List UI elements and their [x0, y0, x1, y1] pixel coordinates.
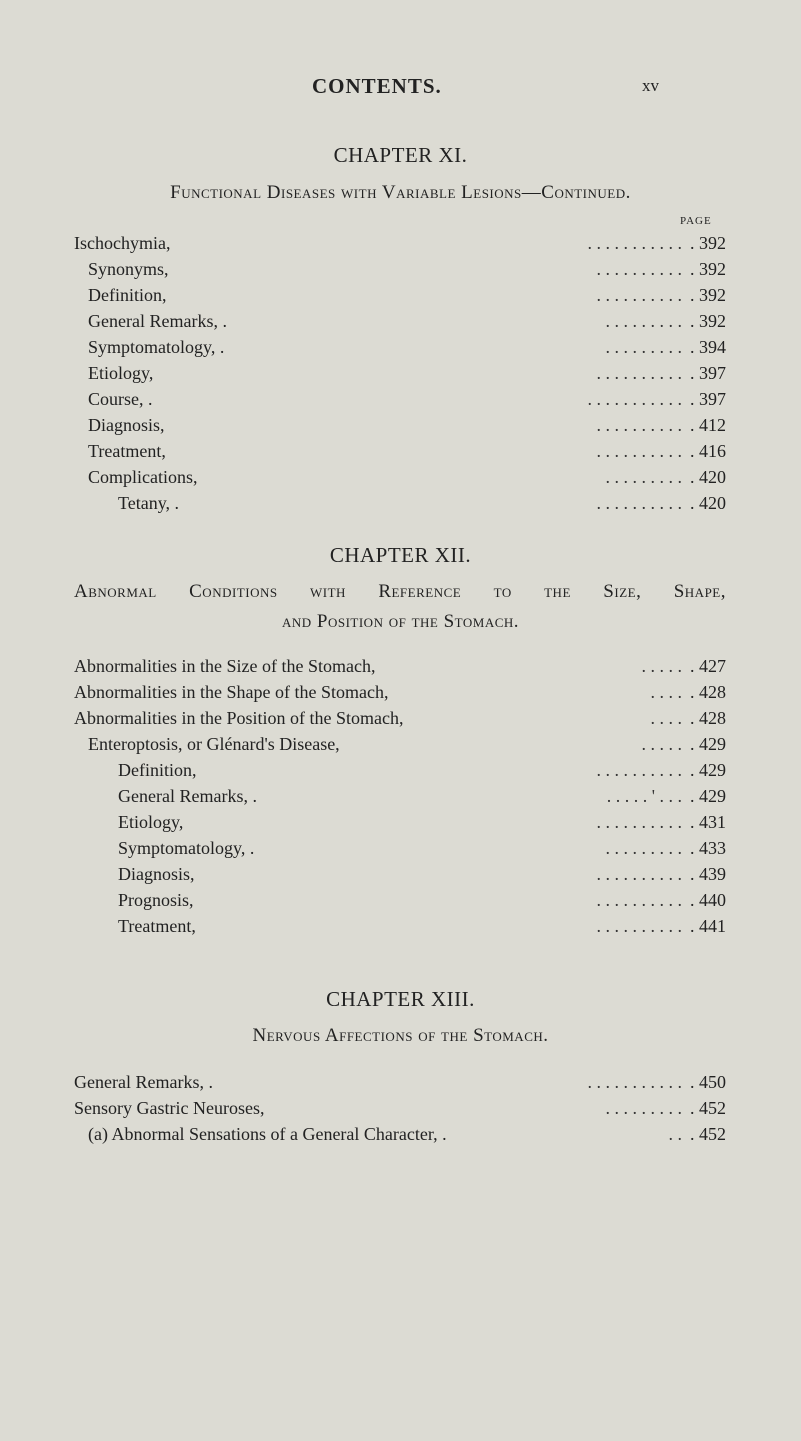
leader-dots: . . . . . . . . . . . — [587, 233, 682, 253]
leader-dots: . . . . . . . . . — [605, 337, 682, 357]
toc-entry-label: Diagnosis, — [88, 415, 165, 435]
toc-entry — [118, 887, 726, 913]
toc-entry — [88, 464, 726, 490]
toc-entry-page: . 420 — [690, 467, 726, 487]
leader-dots: . . . . . . . . . . — [596, 285, 682, 305]
toc-entry-label: Diagnosis, — [118, 864, 195, 884]
toc-entry-label: Course, . — [88, 389, 153, 409]
toc-entry-label: General Remarks, . — [88, 311, 227, 331]
leader-dots: . . — [668, 1124, 682, 1144]
leader-dots: . . . . . . . . . . . — [587, 1072, 682, 1092]
leader-dots: . . . . . . . . . . — [596, 363, 682, 383]
chapter-xiii-title: Nervous Affections of the Stomach. — [252, 1025, 549, 1046]
toc-entry — [88, 438, 726, 464]
toc-entry — [88, 412, 726, 438]
chapter-xii-heading: CHAPTER XII. — [329, 543, 472, 567]
toc-entry-page: . 452 — [690, 1124, 726, 1144]
leader-dots: . . . . . . . . . — [605, 311, 682, 331]
toc-entry-label: Abnormalities in the Shape of the Stomach, — [74, 682, 389, 702]
toc-entry-label: Etiology, — [88, 363, 154, 383]
page-number: xv — [642, 76, 659, 95]
toc-entry-page: . 412 — [690, 415, 726, 435]
leader-dots: . . . . . . . . . . . — [587, 389, 682, 409]
running-head — [0, 74, 801, 104]
toc-entry — [88, 282, 726, 308]
toc-entry-label: General Remarks, . — [74, 1072, 213, 1092]
toc-entry-page: . 428 — [690, 682, 726, 702]
leader-dots: . . . . . . . . . — [605, 467, 682, 487]
toc-entry — [118, 757, 726, 783]
leader-dots: . . . . . . . . . — [605, 838, 682, 858]
toc-entry — [88, 731, 726, 757]
toc-entry-label: Ischochymia, — [74, 233, 171, 253]
toc-entry — [74, 1095, 726, 1121]
toc-entry-page: . 428 — [690, 708, 726, 728]
chapter-xi-title: Functional Diseases with Variable Lesions—Continued. — [170, 182, 631, 203]
toc-entry-label: Enteroptosis, or Glénard's Disease, — [88, 734, 340, 754]
toc-entry — [118, 913, 726, 939]
chapter-xi-heading: CHAPTER XI. — [333, 143, 468, 167]
toc-entry — [118, 809, 726, 835]
leader-dots: . . . . . . . . . . — [596, 415, 682, 435]
chapter-xii-title-line2: and Position of the Stomach. — [281, 611, 520, 632]
leader-dots: . . . . . . . . . — [605, 1098, 682, 1118]
toc-entry-page: . 429 — [690, 760, 726, 780]
leader-dots: . . . . . — [641, 656, 682, 676]
running-head-title: CONTENTS. — [312, 74, 442, 98]
toc-entry-page: . 427 — [690, 656, 726, 676]
toc-entry — [88, 386, 726, 412]
toc-entry-page: . 450 — [690, 1072, 726, 1092]
toc-entry-label: Synonyms, — [88, 259, 169, 279]
page-column-label: PAGE — [680, 215, 712, 227]
toc-entry-label: (a) Abnormal Sensations of a General Character, . — [88, 1124, 447, 1144]
toc-entry — [74, 653, 726, 679]
leader-dots: . . . . . . . . . . — [596, 916, 682, 936]
toc-entry — [118, 861, 726, 887]
toc-entry-label: Etiology, — [118, 812, 184, 832]
leader-dots: . . . . — [650, 682, 682, 702]
toc-entry — [88, 308, 726, 334]
toc-entry — [118, 783, 726, 809]
toc-entry-page: . 431 — [690, 812, 726, 832]
chapter-xiii-heading: CHAPTER XIII. — [326, 987, 475, 1011]
toc-entry-page: . 416 — [690, 441, 726, 461]
toc-entry-label: Tetany, . — [118, 493, 180, 513]
toc-entry — [88, 1121, 726, 1147]
toc-entry — [118, 490, 726, 516]
leader-dots: . . . . . . . . . . — [596, 760, 682, 780]
toc-entry-page: . 440 — [690, 890, 726, 910]
toc-entry-page: . 392 — [690, 259, 726, 279]
toc-entry-label: Treatment, — [88, 441, 166, 461]
toc-entry — [118, 835, 726, 861]
toc-entry-label: Complications, — [88, 467, 198, 487]
toc-entry-page: . 392 — [690, 311, 726, 331]
toc-entry-page: . 420 — [690, 493, 726, 513]
leader-dots: . . . . — [650, 708, 682, 728]
leader-dots: . . . . . . . . . . — [596, 864, 682, 884]
toc-entry-page: . 441 — [690, 916, 726, 936]
toc-entry-page: . 429 — [690, 786, 726, 806]
toc-entry — [74, 679, 726, 705]
toc-entry — [74, 705, 726, 731]
leader-dots: . . . . . ' . . . — [606, 786, 682, 806]
chapter-xii-title-line1: Abnormal Conditions with Reference to the Size, Shape, — [74, 581, 726, 602]
toc-entry-label: Sensory Gastric Neuroses, — [74, 1098, 265, 1118]
toc-entry-page: . 439 — [690, 864, 726, 884]
leader-dots: . . . . . . . . . . — [596, 890, 682, 910]
toc-entry-page: . 397 — [690, 363, 726, 383]
toc-entry-page: . 397 — [690, 389, 726, 409]
toc-entry-label: Definition, — [88, 285, 167, 305]
leader-dots: . . . . . . . . . . — [596, 259, 682, 279]
toc-entry-page: . 429 — [690, 734, 726, 754]
leader-dots: . . . . . . . . . . — [596, 812, 682, 832]
leader-dots: . . . . . . . . . . — [596, 493, 682, 513]
toc-entry-page: . 394 — [690, 337, 726, 357]
toc-entry-label: Symptomatology, . — [88, 337, 225, 357]
toc-entry-label: Abnormalities in the Position of the Stomach, — [74, 708, 404, 728]
toc-entry — [88, 256, 726, 282]
toc-entry — [88, 334, 726, 360]
toc-entry-label: Symptomatology, . — [118, 838, 255, 858]
toc-entry-label: Prognosis, — [118, 890, 194, 910]
toc-entry-page: . 392 — [690, 285, 726, 305]
toc-entry — [74, 1069, 726, 1095]
toc-entry-label: General Remarks, . — [118, 786, 257, 806]
toc-entry — [74, 230, 726, 256]
toc-entry-label: Treatment, — [118, 916, 196, 936]
toc-entry-label: Abnormalities in the Size of the Stomach, — [74, 656, 376, 676]
leader-dots: . . . . . — [641, 734, 682, 754]
toc-entry-page: . 392 — [690, 233, 726, 253]
leader-dots: . . . . . . . . . . — [596, 441, 682, 461]
toc-entry-page: . 433 — [690, 838, 726, 858]
toc-entry-page: . 452 — [690, 1098, 726, 1118]
toc-entry — [88, 360, 726, 386]
toc-entry-label: Definition, — [118, 760, 197, 780]
